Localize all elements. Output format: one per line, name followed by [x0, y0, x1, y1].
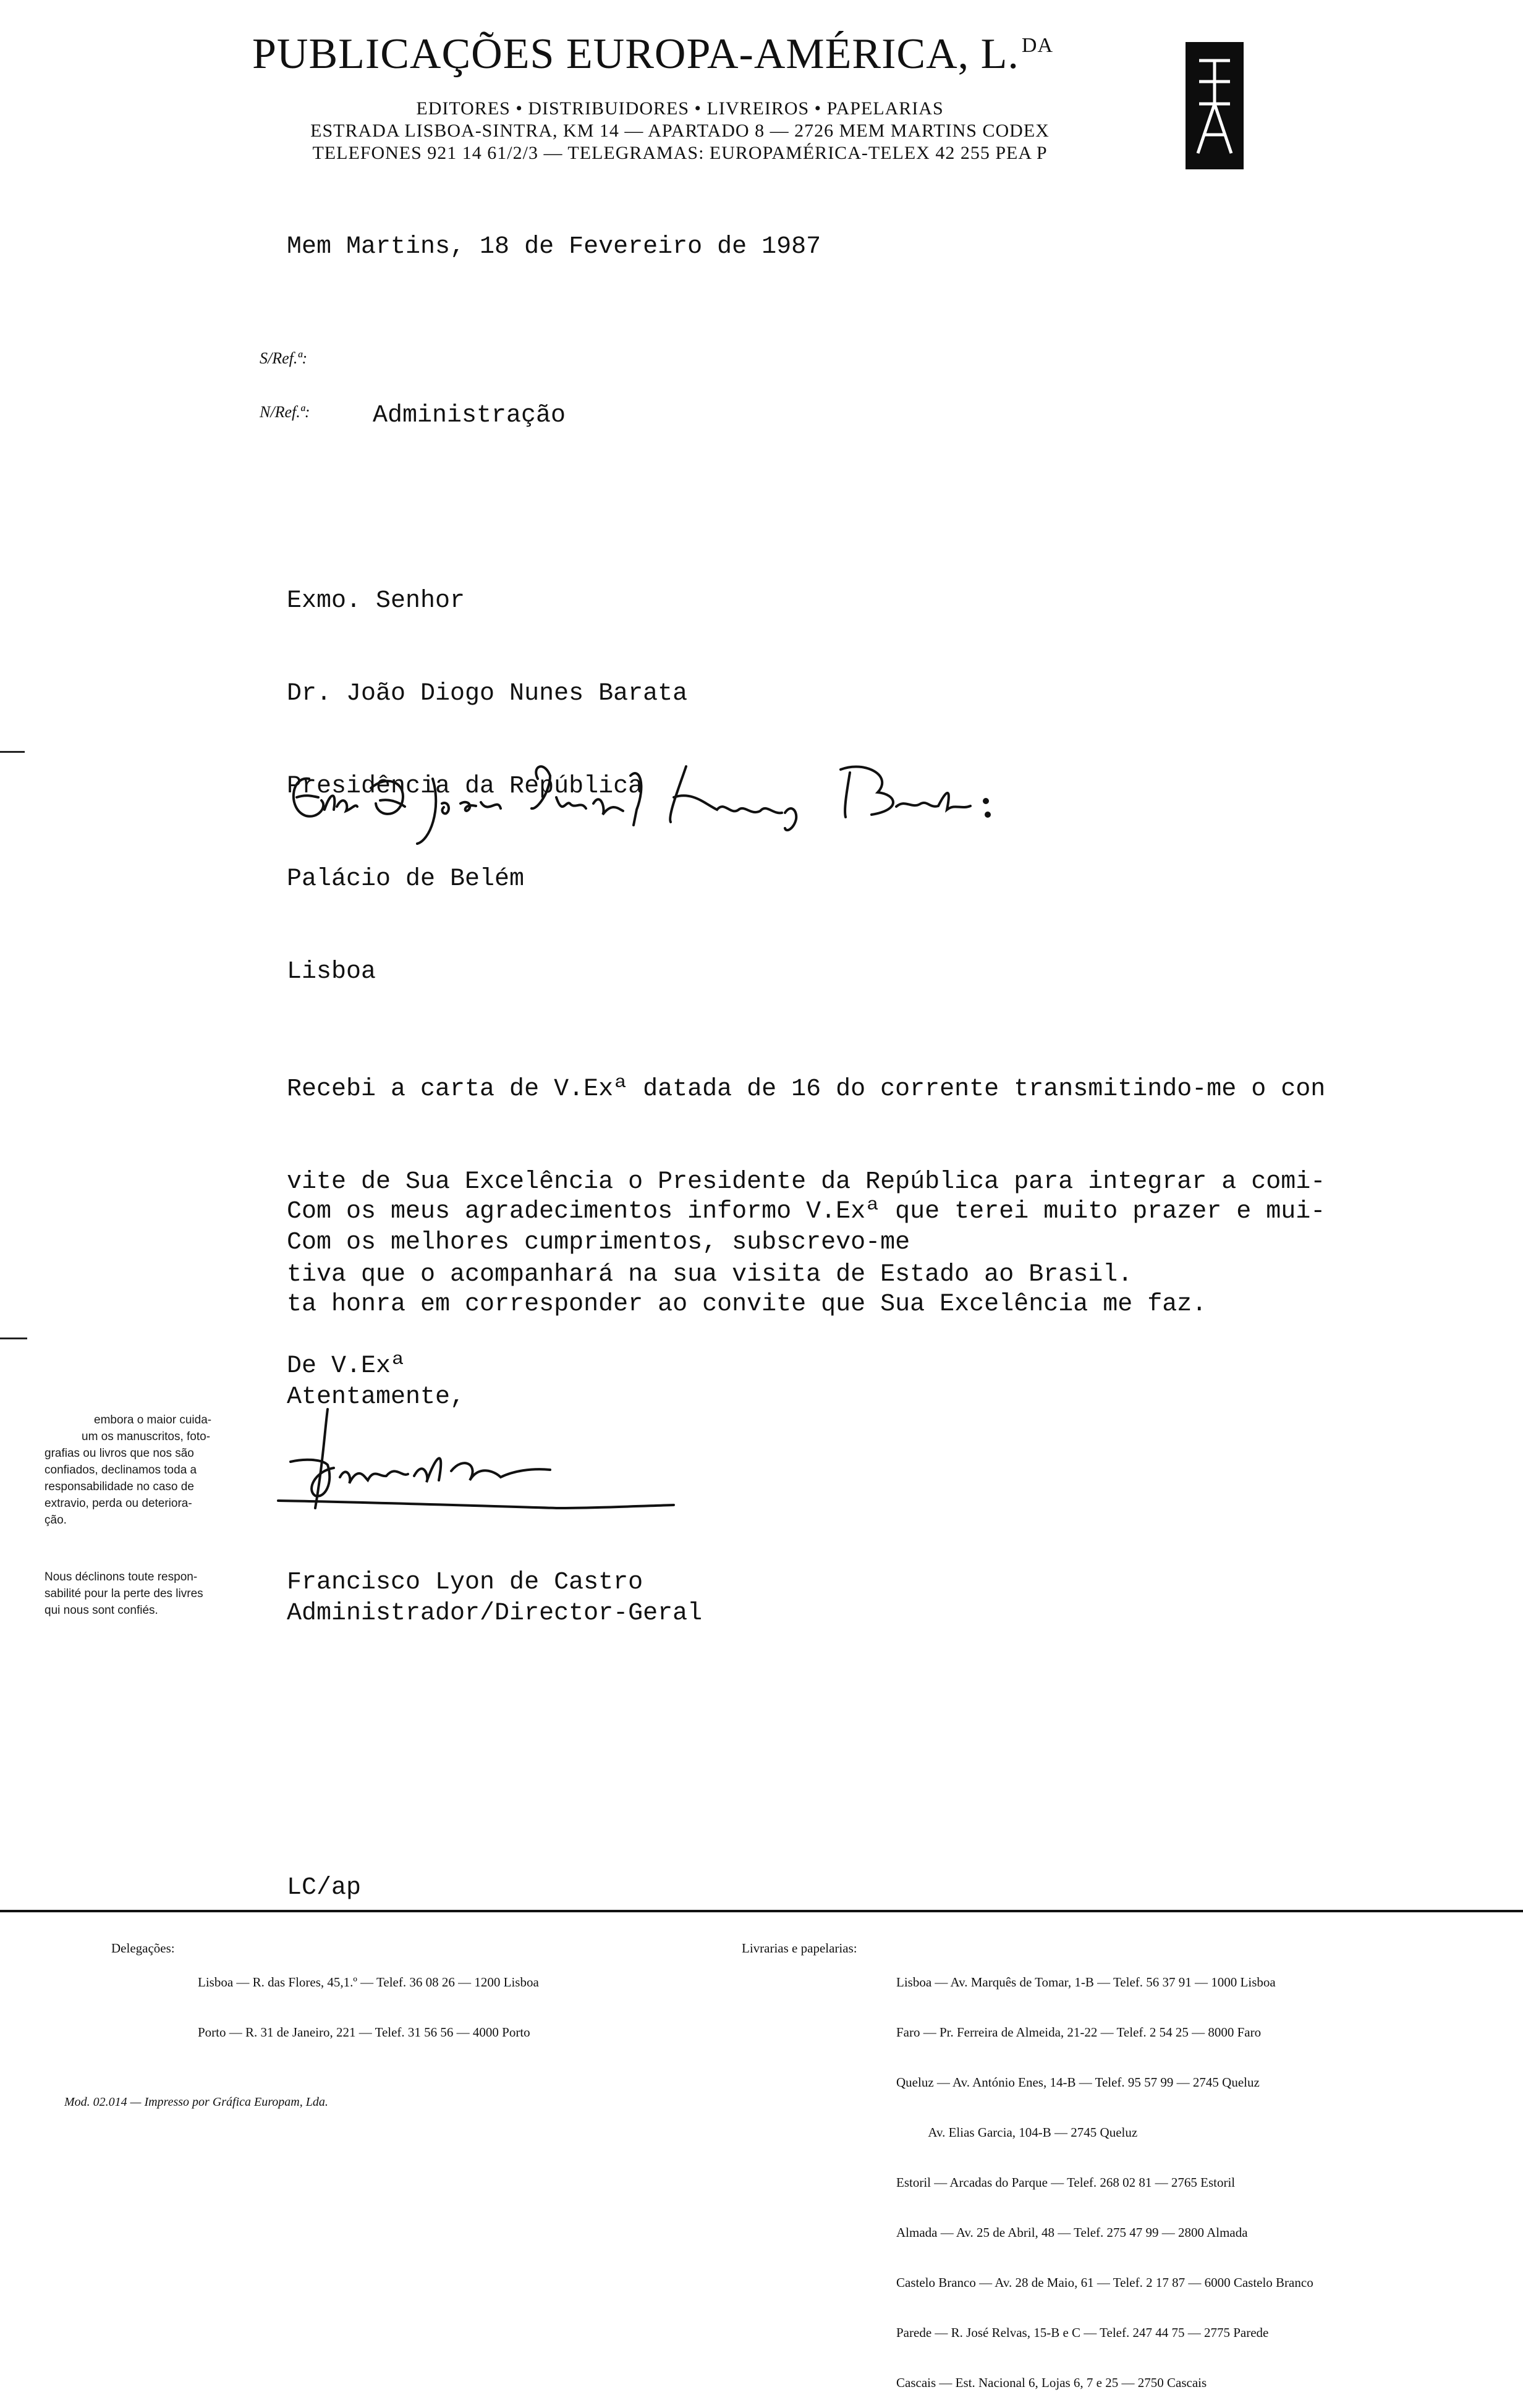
closing-de-vexa: De V.Exª — [287, 1352, 406, 1380]
recipient-line: Presidência da República — [287, 773, 643, 800]
disclaimer-line: confiados, declinamos toda a — [45, 1464, 197, 1477]
closing-atentamente: Atentamente, — [287, 1383, 465, 1411]
disclaimer-line: qui nous sont confiés. — [45, 1604, 158, 1617]
recipient-line: Palácio de Belém — [287, 865, 525, 893]
letterhead-contacts: TELEFONES 921 14 61/2/3 — TELEGRAMAS: EUROPAMÉRICA-TELEX 42 255 PEA P — [312, 143, 1048, 163]
body-line: Com os meus agradecimentos informo V.Exª que terei muito prazer e mui- — [287, 1198, 1326, 1226]
recipient-line: Lisboa — [287, 958, 376, 986]
logo-mark-icon — [1186, 42, 1244, 169]
form-model-line: Mod. 02.014 — Impresso por Gráfica Europam, Lda. — [64, 2095, 328, 2109]
disclaimer-line: um os manuscritos, foto- — [82, 1430, 211, 1443]
letterhead-address: ESTRADA LISBOA-SINTRA, KM 14 — APARTADO 8 — 2726 MEM MARTINS CODEX — [310, 121, 1050, 141]
signer-name: Francisco Lyon de Castro — [287, 1569, 643, 1596]
delegation-line: Porto — R. 31 de Janeiro, 221 — Telef. 31 56 56 — 4000 Porto — [198, 2025, 530, 2040]
store-line: Av. Elias Garcia, 104-B — 2745 Queluz — [896, 2125, 1138, 2140]
publisher-logo — [1186, 42, 1244, 169]
edge-mark — [0, 751, 25, 753]
disclaimer-line: Nous déclinons toute respon- — [45, 1571, 198, 1583]
disclaimer-line: extravio, perda ou deteriora- — [45, 1497, 192, 1510]
edge-mark — [0, 1338, 27, 1339]
store-line: Estoril — Arcadas do Parque — Telef. 268 02 81 — 2765 Estoril — [896, 2175, 1236, 2190]
paragraph-3: Com os melhores cumprimentos, subscrevo-me — [287, 1229, 910, 1257]
body-line: Recebi a carta de V.Exª datada de 16 do corrente transmitindo-me o con — [287, 1075, 1326, 1103]
disclaimer-french — [45, 1569, 203, 1619]
typist-initials: LC/ap — [287, 1874, 362, 1902]
footer-divider — [0, 1910, 1523, 1912]
delegation-line: Lisboa — R. das Flores, 45,1.º — Telef. 36 08 26 — 1200 Lisboa — [198, 1975, 539, 1990]
company-name-text: PUBLICAÇÕES EUROPA-AMÉRICA, L. — [252, 30, 1019, 78]
body-line: ta honra em corresponder ao convite que Sua Excelência me faz. — [287, 1291, 1207, 1318]
store-line: Almada — Av. 25 de Abril, 48 — Telef. 275 47 99 — 2800 Almada — [896, 2225, 1248, 2240]
disclaimer-line: grafias ou livros que nos são — [45, 1447, 194, 1460]
body-line: tiva que o acompanhará na sua visita de Estado ao Brasil. — [287, 1261, 1133, 1289]
our-reference-label: N/Ref.ª: — [260, 403, 310, 421]
store-line: Faro — Pr. Ferreira de Almeida, 21-22 — Telef. 2 54 25 — 8000 Faro — [896, 2025, 1262, 2040]
signature — [266, 1397, 698, 1533]
stores-label: Livrarias e papelarias: — [742, 1941, 857, 1956]
disclaimer-line: ção. — [45, 1514, 67, 1527]
company-suffix: DA — [1021, 34, 1053, 57]
store-line: Cascais — Est. Nacional 6, Lojas 6, 7 e 25 — 2750 Cascais — [896, 2375, 1207, 2390]
signature-icon — [266, 1397, 698, 1533]
sender-reference-label: S/Ref.ª: — [260, 349, 308, 367]
disclaimer-portuguese — [45, 1412, 211, 1528]
store-line: Lisboa — Av. Marquês de Tomar, 1-B — Telef. 56 37 91 — 1000 Lisboa — [896, 1975, 1276, 1990]
handwriting-salutation-icon — [284, 742, 1088, 865]
disclaimer-line: sabilité pour la perte des livres — [45, 1587, 203, 1600]
delegations-label: Delegações: — [111, 1941, 175, 1956]
store-line: Castelo Branco — Av. 28 de Maio, 61 — Telef. 2 17 87 — 6000 Castelo Branco — [896, 2275, 1313, 2290]
store-line: Queluz — Av. António Enes, 14-B — Telef. 95 57 99 — 2745 Queluz — [896, 2075, 1260, 2090]
our-reference-value: Administração — [373, 402, 566, 430]
disclaimer-line: embora o maior cuida- — [94, 1414, 212, 1427]
company-name — [252, 30, 1053, 79]
delegations-list — [198, 1941, 539, 2058]
handwritten-salutation — [284, 742, 1088, 865]
signer-title: Administrador/Director-Geral — [287, 1600, 703, 1627]
date-line: Mem Martins, 18 de Fevereiro de 1987 — [287, 233, 821, 261]
recipient-line: Dr. João Diogo Nunes Barata — [287, 680, 688, 708]
stores-list — [896, 1941, 1313, 2408]
store-line: Parede — R. José Relvas, 15-B e C — Telef. 247 44 75 — 2775 Parede — [896, 2325, 1269, 2340]
recipient-line: Exmo. Senhor — [287, 587, 465, 615]
letterhead-activities: EDITORES • DISTRIBUIDORES • LIVREIROS • PAPELARIAS — [416, 98, 944, 119]
disclaimer-line: responsabilidade no caso de — [45, 1480, 194, 1493]
body-line: vite de Sua Excelência o Presidente da República para integrar a comi- — [287, 1168, 1326, 1196]
